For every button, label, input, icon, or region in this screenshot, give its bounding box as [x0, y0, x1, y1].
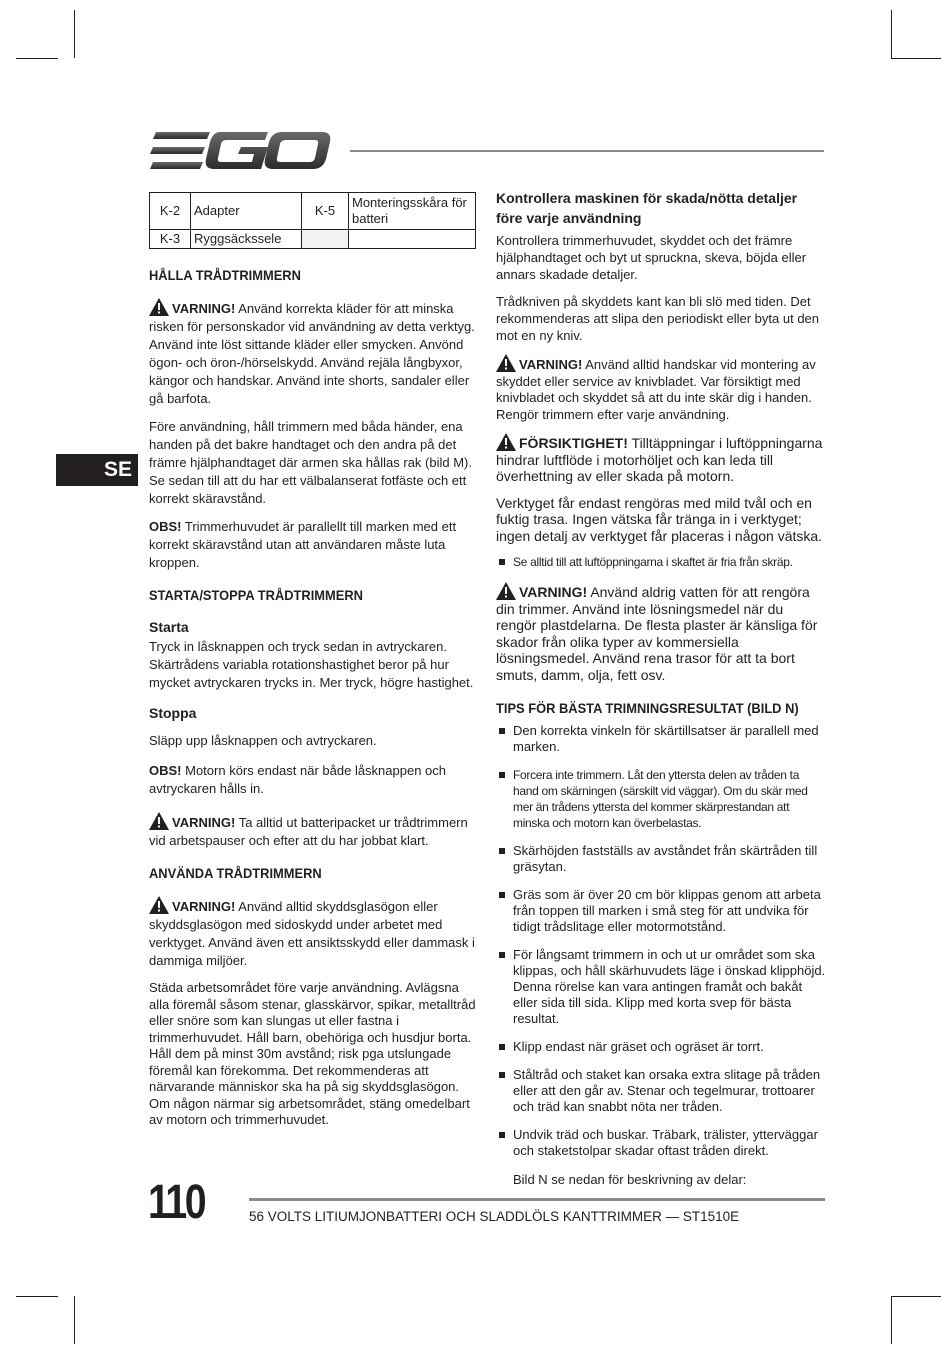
warning-text: Använd alltid handskar vid montering av skyddet eller service av knivbladet. Var försiktigt med knivbladet och skyddet så att du inte skär dig i handen. Rengör trimmern efter varje användning. — [496, 357, 816, 422]
body-paragraph: Verktyget får endast rengöras med mild tvål och en fuktig trasa. Ingen vätska får tränga in i verktyget; ingen detalj av verktyget får placeras i någon vätska. — [496, 494, 823, 544]
warning-label: VARNING! — [172, 301, 236, 316]
table-row — [150, 230, 476, 249]
header-rule — [350, 150, 824, 152]
part-name: Monteringsskåra för batteri — [349, 193, 476, 230]
footer-title: 56 VOLTS LITIUMJONBATTERI OCH SLADDLÖLS KANTTRIMMER — ST1510E — [249, 1209, 740, 1224]
subheading: Starta — [149, 619, 189, 635]
part-code: K-5 — [302, 193, 349, 230]
warning-triangle-icon — [149, 298, 169, 316]
body-paragraph: Tryck in låsknappen och tryck sedan in avtryckaren. Skärtrådens variabla rotationshastighet beror på hur mycket avtryckaren trycks in. Mer tryck, högre hastighet. — [149, 639, 474, 690]
obs-text: Motorn körs endast när både låsknappen och avtryckaren hålls in. — [149, 763, 447, 796]
obs-text: Trimmerhuvudet är parallellt till marken med ett korrekt skäravstånd utan att användaren måste luta kroppen. — [149, 519, 457, 570]
caution-label: FÖRSIKTIGHET! — [519, 435, 628, 451]
warning-triangle-icon — [496, 582, 516, 600]
obs-label: OBS! — [149, 763, 182, 778]
crop-mark — [891, 10, 892, 58]
warning-paragraph — [149, 812, 477, 850]
warning-paragraph — [149, 896, 477, 970]
page-number: 110 — [148, 1176, 205, 1229]
warning-label: VARNING! — [172, 899, 236, 914]
body-paragraph: Släpp upp låsknappen och avtryckaren. — [149, 733, 377, 748]
subheading: Kontrollera maskinen för skada/nötta detaljer före varje användning — [496, 190, 798, 226]
warning-text: Använd aldrig vatten för att rengöra din trimmer. Använd inte lösningsmedel när du rengör plastdelarna. De flesta plaster är känsliga för skador från olika typer av kommersiella lösningsmedel. Använd rena trasor för att ta bort smuts, damm, olja, fett osv. — [496, 584, 818, 683]
ego-logo — [150, 130, 332, 172]
crop-mark — [16, 1296, 58, 1297]
warning-triangle-icon — [149, 812, 169, 830]
part-name: Adapter — [191, 193, 302, 230]
body-paragraph: Städa arbetsområdet före varje användning. Avlägsna alla föremål såsom stenar, glasskärvor, spikar, metalltråd eller snöre som kan slungas ut eller fastna i trimmerhuvudet. Håll barn, obehöriga och husdjur borta. Håll dem på minst 30m avstånd; risk pga utslungade föremål kan förekomma. Det rekommenderas att närvarande människor ska ha på sig skyddsglasögon. Om någon närmar sig arbetsområdet, stäng omedelbart av motorn och trimmerhuvudet. — [149, 980, 476, 1127]
section-heading: TIPS FÖR BÄSTA TRIMNINGSRESULTAT (BILD N) — [496, 700, 799, 716]
warning-paragraph — [496, 582, 826, 683]
warning-text: Ta alltid ut batteripacket ur trådtrimmern vid arbetspauser och efter att du har jobbat klart. — [149, 815, 468, 848]
figure-note: Bild N se nedan för beskrivning av delar: — [513, 1172, 747, 1187]
part-name — [349, 230, 476, 249]
language-tab: SE — [56, 454, 138, 486]
obs-paragraph — [149, 518, 477, 572]
body-paragraph: Kontrollera trimmerhuvudet, skyddet och det främre hjälphandtaget och byt ut spruckna, skeva, böjda eller annars skadade detaljer. — [496, 233, 807, 282]
warning-label: VARNING! — [519, 357, 583, 372]
warning-text: Använd alltid skyddsglasögon eller skyddsglasögon med sidoskydd under arbetet med verktyget. Använd även ett ansiktsskydd eller dammask i dammiga miljöer. — [149, 899, 475, 968]
crop-mark — [891, 58, 941, 59]
list-item: Klipp endast när gräset och ogräset är torrt. — [496, 1039, 826, 1055]
list-item: Forcera inte trimmern. Låt den yttersta delen av tråden ta hand om skärningen (särskilt vid väggar). Om du skär med mer än trådens yttersta del kommer skärprestandan att minska och motorn kan överbelastas. — [496, 767, 826, 831]
caution-paragraph — [496, 433, 826, 485]
crop-mark — [16, 58, 58, 59]
caution-text: Tilltäppningar i luftöppningarna hindrar luftflöde i motorhöljet och kan leda till överhettning av eller skada på motorn. — [496, 435, 823, 484]
part-code: K-2 — [150, 193, 191, 230]
list-item: Ståltråd och staket kan orsaka extra slitage på tråden eller att den går av. Stenar och tegelmurar, trottoarer och träd kan snabbt nöta ner tråden. — [496, 1067, 826, 1115]
left-column — [149, 192, 477, 1139]
obs-label: OBS! — [149, 519, 182, 534]
list-item: Gräs som är över 20 cm bör klippas genom att arbeta från toppen till marken i små steg för att undvika för tidigt trådslitage eller motormotstånd. — [496, 887, 826, 935]
parts-table — [149, 192, 476, 249]
subheading: Stoppa — [149, 705, 197, 721]
vent-list — [496, 554, 826, 570]
body-paragraph: Före användning, håll trimmern med båda händer, ena handen på det bakre handtaget och den andra på det främre hjälphandtaget där armen ska hållas rak (bild M). Se sedan till att du har ett välbalanserat fotfäste och ett korrekt skäravstånd. — [149, 419, 472, 506]
list-item: Skärhöjden fastställs av avståndet från skärtråden till gräsytan. — [496, 843, 826, 875]
crop-mark — [74, 1296, 75, 1344]
table-row — [150, 193, 476, 230]
list-item: Undvik träd och buskar. Träbark, trälister, ytterväggar och staketstolpar skadar oftast tråden direkt. — [496, 1127, 826, 1159]
list-item: För långsamt trimmern in och ut ur området som ska klippas, och håll skärhuvudets läge i önskad klipphöjd. Denna rörelse kan vara antingen framåt och bakåt eller sida till sida. Klipp med korta svep för bästa resultat. — [496, 947, 826, 1027]
section-heading: ANVÄNDA TRÅDTRIMMERN — [149, 865, 322, 881]
right-column — [496, 188, 826, 1188]
footer-rule — [249, 1198, 825, 1201]
part-code: K-3 — [150, 230, 191, 249]
crop-mark — [891, 1296, 941, 1297]
warning-triangle-icon — [496, 354, 516, 372]
section-heading: STARTA/STOPPA TRÅDTRIMMERN — [149, 587, 363, 603]
obs-paragraph — [149, 762, 477, 798]
warning-paragraph — [149, 298, 477, 408]
crop-mark — [74, 10, 75, 58]
tips-list — [496, 723, 826, 1159]
warning-label: VARNING! — [172, 815, 236, 830]
warning-paragraph — [496, 354, 826, 423]
list-item: Den korrekta vinkeln för skärtillsatser är parallell med marken. — [496, 723, 826, 755]
section-heading: HÅLLA TRÅDTRIMMERN — [149, 267, 301, 283]
warning-triangle-icon — [496, 433, 516, 451]
crop-mark — [891, 1296, 892, 1344]
warning-label: VARNING! — [519, 584, 588, 600]
warning-text: Använd korrekta kläder för att minska risken för personskador vid användning av detta verktyg. Använd inte löst sittande kläder eller smycken. Anvönd ögon- och öron-/hörselskydd. Använd rejäla långbyxor, kängor och handskar. Använd inte shorts, sandaler eller gå barfota. — [149, 301, 475, 406]
part-name: Ryggsäckssele — [191, 230, 302, 249]
warning-triangle-icon — [149, 896, 169, 914]
body-paragraph: Trådkniven på skyddets kant kan bli slö med tiden. Det rekommenderas att slipa den periodiskt eller byta ut den mot en ny kniv. — [496, 294, 820, 343]
part-code — [302, 230, 349, 249]
list-item: Se alltid till att luftöppningarna i skaftet är fria från skräp. — [496, 554, 826, 570]
